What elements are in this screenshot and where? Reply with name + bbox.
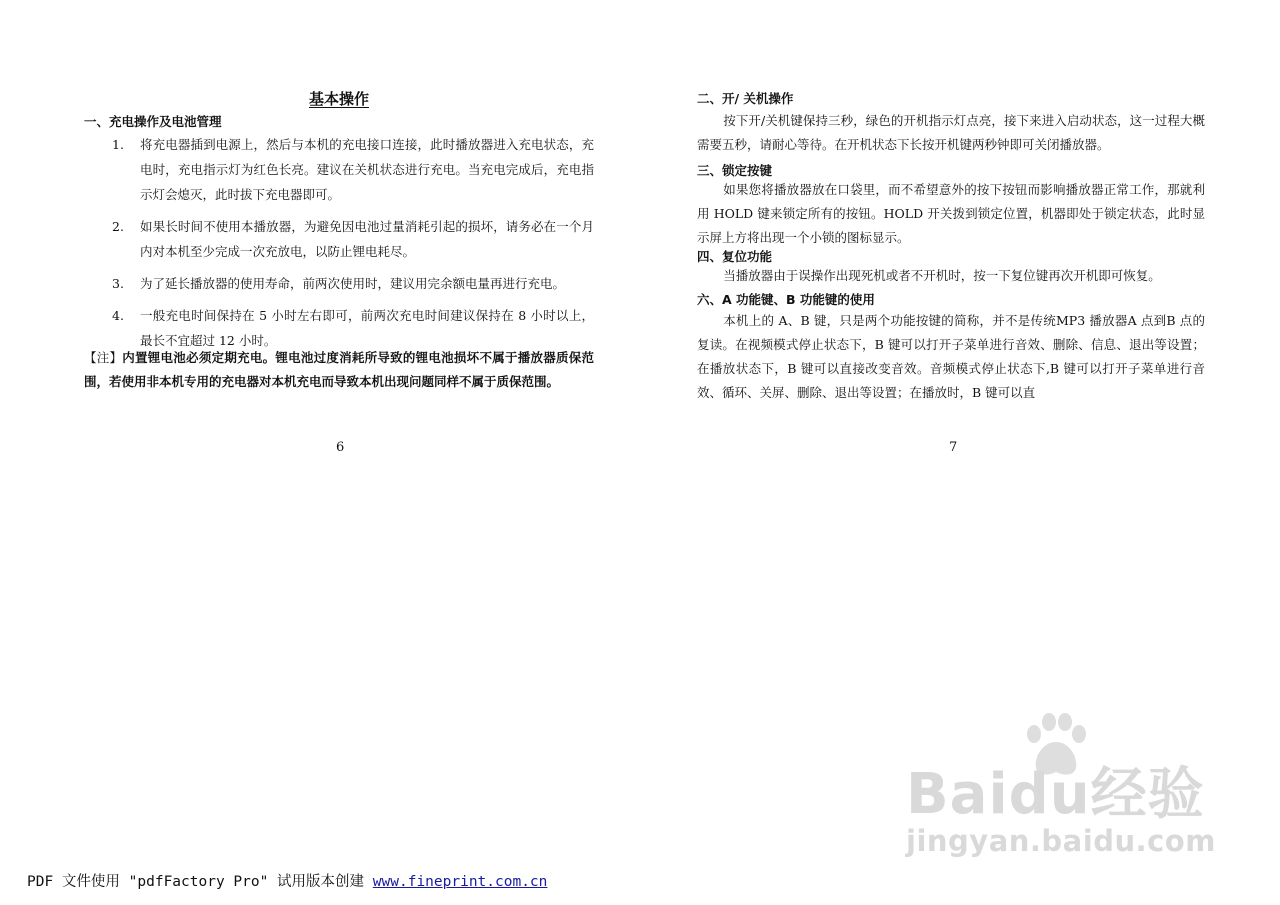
list-item: [84, 132, 594, 207]
section-heading-charging: 一、充电操作及电池管理: [84, 114, 222, 129]
baidu-watermark: [900, 712, 1216, 872]
section-text-ab-keys: 本机上的 A、B 键，只是两个功能按键的简称，并不是传统MP3 播放器A 点到B 点的复读。在视频模式停止状态下，B 键可以打开子菜单进行音效、删除、信息、退出等设置；在播放状态下，B 键可以直接改变音效。音频模式停止状态下,B 键可以打开子菜单进行音效、循环、关屏、删除、退出等设置；在播放时，B 键可以直: [697, 313, 1205, 400]
list-item-number: 2.: [112, 219, 124, 234]
list-item-number: 3.: [112, 276, 124, 291]
list-item-text: 将充电器插到电源上，然后与本机的充电接口连接，此时播放器进入充电状态，充电时，充电指示灯为红色长亮。建议在关机状态进行充电。当充电完成后，充电指示灯会熄灭，此时拔下充电器即可。: [140, 137, 594, 202]
section-heading-ab-keys: 六、A 功能键、B 功能键的使用: [697, 292, 875, 307]
footer-link[interactable]: www.fineprint.com.cn: [372, 874, 548, 890]
list-item: [84, 214, 594, 264]
section-heading-power: 二、开/ 关机操作: [697, 91, 794, 106]
note-tag: 【注】: [84, 350, 123, 365]
section-text-reset: 当播放器由于误操作出现死机或者不开机时，按一下复位键再次开机即可恢复。: [723, 268, 1161, 283]
list-item-text: 如果长时间不使用本播放器，为避免因电池过量消耗引起的损坏，请务必在一个月内对本机至少完成一次充放电，以防止锂电耗尽。: [140, 219, 594, 259]
page-number-left: 6: [336, 440, 345, 455]
section-text-lock: 如果您将播放器放在口袋里，而不希望意外的按下按钮而影响播放器正常工作，那就利用 HOLD 键来锁定所有的按钮。HOLD 开关拨到锁定位置，机器即处于锁定状态，此时显示屏上方将出现一个小锁的图标显示。: [697, 182, 1205, 245]
page-number-right: 7: [949, 440, 958, 455]
list-item-text: 一般充电时间保持在 5 小时左右即可，前两次充电时间建议保持在 8 小时以上，最长不宜超过 12 小时。: [140, 308, 594, 348]
note-text: 内置锂电池必须定期充电。锂电池过度消耗所导致的锂电池损坏不属于播放器质保范围，若使用非本机专用的充电器对本机充电而导致本机出现问题同样不属于质保范围。: [84, 350, 594, 389]
watermark-url-text: jingyan.baidu.com: [906, 824, 1216, 858]
list-item-number: 4.: [112, 308, 124, 323]
section-text-power: 按下开/关机键保持三秒，绿色的开机指示灯点亮，接下来进入启动状态，这一过程大概需要五秒，请耐心等待。在开机状态下长按开机键两秒钟即可关闭播放器。: [697, 113, 1205, 152]
footer-text: PDF 文件使用 "pdfFactory Pro" 试用版本创建: [27, 874, 373, 890]
pdf-footer: [27, 870, 547, 891]
section-heading-reset: 四、复位功能: [697, 249, 773, 264]
charging-instructions-list: [84, 132, 594, 360]
battery-note: [84, 346, 594, 394]
page-title: 基本操作: [308, 90, 369, 108]
list-item-text: 为了延长播放器的使用寿命，前两次使用时，建议用完余额电量再进行充电。: [140, 276, 566, 291]
list-item: [84, 271, 594, 296]
list-item-number: 1.: [112, 137, 124, 152]
watermark-main-text: Baidu经验: [906, 762, 1205, 827]
section-heading-lock: 三、锁定按键: [697, 163, 773, 178]
